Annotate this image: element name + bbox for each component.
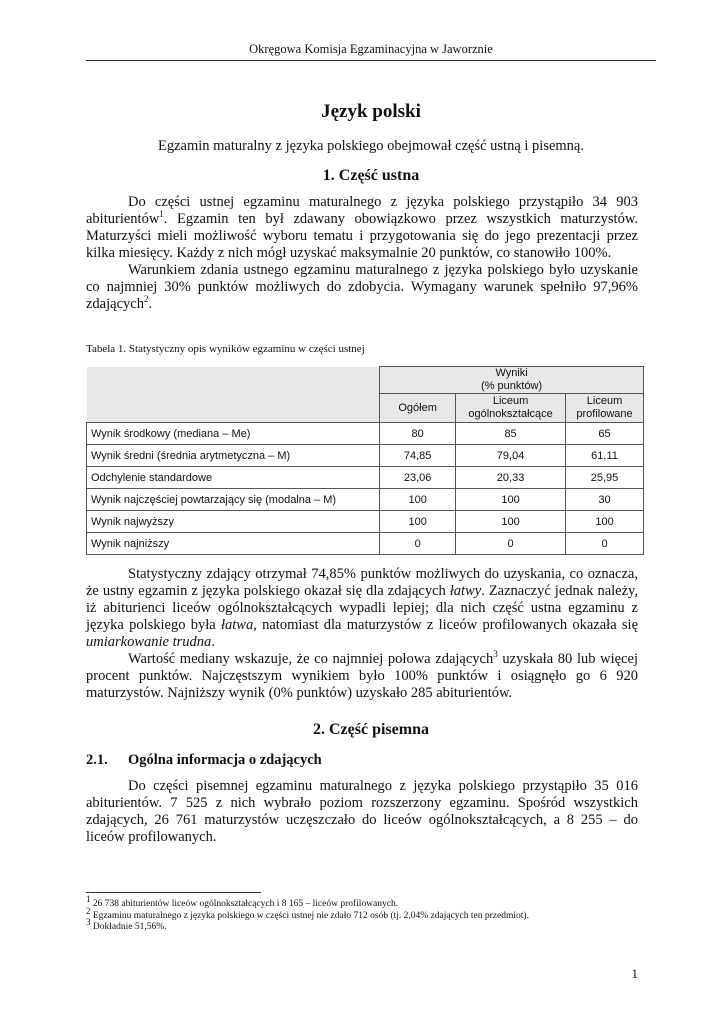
group-header-line-2: (% punktów): [481, 380, 543, 392]
paragraph-3-text-a: Statystyczny zdający otrzymał 74,85% punktów możliwych do uzyskania, co oznacza, że ustny egzamin z języka polskiego okazał się dla zdających: [86, 566, 638, 599]
footnote-number: 3: [86, 917, 91, 928]
table-caption: Tabela 1. Statystyczny opis wyników egzaminu w części ustnej: [86, 343, 365, 355]
intro-text: Egzamin maturalny z języka polskiego obejmował część ustną i pisemną.: [157, 138, 584, 154]
footnote: [86, 894, 529, 911]
cell-lp: 61,11: [566, 445, 644, 467]
results-table: [86, 366, 644, 555]
col-header-lp: Liceum profilowane: [566, 394, 644, 423]
row-label: Odchylenie standardowe: [87, 467, 380, 489]
cell-lp: 65: [566, 423, 644, 445]
paragraph-1-text-a: Do części ustnej egzaminu maturalnego z języka polskiego przystąpiło 34 903 abiturientów: [86, 194, 638, 227]
paragraph-1: [86, 194, 638, 262]
col-header-lo: Liceum ogólnokształcące: [456, 394, 566, 423]
row-label: Wynik środkowy (mediana – Me): [87, 423, 380, 445]
header-rule: [86, 60, 656, 61]
paragraph-2: [86, 262, 638, 313]
footnotes: [86, 894, 529, 934]
row-label: Wynik najniższy: [87, 533, 380, 555]
cell-lo: 20,33: [456, 467, 566, 489]
group-header-line-1: Wyniki: [495, 367, 528, 379]
table-row: [87, 467, 644, 489]
paragraph-4: [86, 651, 638, 702]
table-row: [87, 533, 644, 555]
footnote-ref-2: 2: [143, 294, 149, 305]
cell-lp: 100: [566, 511, 644, 533]
footnote-text: Dokładnie 51,56%.: [90, 922, 167, 933]
section-2-body: [86, 778, 638, 846]
footnote: [86, 917, 529, 934]
table-row: [87, 489, 644, 511]
cell-lo: 79,04: [456, 445, 566, 467]
cell-lo: 100: [456, 489, 566, 511]
table-row: [87, 511, 644, 533]
cell-total: 100: [380, 489, 456, 511]
paragraph-3-text-b: . Zaznaczyć jednak należy, iż abiturienci liceów ogólnokształcących wypadli lepiej; dla nich część ustna egzaminu z języka polskiego była: [86, 583, 638, 633]
table-corner-blank: [87, 367, 380, 423]
footnote-number: 1: [86, 894, 91, 904]
footnote-rule: [86, 892, 261, 893]
subsection-title: Ogólna informacja o zdających: [128, 752, 322, 768]
cell-lo: 0: [456, 533, 566, 555]
footnote-ref-3: 3: [493, 649, 498, 660]
paragraph-4-text-b: uzyskała 80 lub więcej procent punktów. Najczęstszym wynikiem było 100% punktów i osiągnęło go 6 920 maturzystów. Najniższy wynik (0% punktów) uzyskało 285 abiturientów.: [86, 651, 639, 701]
row-label: Wynik średni (średnia arytmetyczna – M): [87, 445, 380, 467]
table-row: [87, 423, 644, 445]
cell-lo: 85: [456, 423, 566, 445]
section-1-body: [86, 194, 638, 313]
cell-total: 23,06: [380, 467, 456, 489]
paragraph-3-text-d: .: [211, 634, 215, 650]
subsection-number: 2.1.: [86, 752, 108, 768]
paragraph-2-text-b: .: [148, 296, 153, 312]
page-title: Język polski: [321, 101, 421, 122]
running-header: Okręgowa Komisja Egzaminacyjna w Jaworznie: [249, 42, 493, 56]
cell-total: 80: [380, 423, 456, 445]
results-commentary: [86, 566, 638, 702]
paragraph-2-text-a: Warunkiem zdania ustnego egzaminu maturalnego z języka polskiego było uzyskanie co najmniej 30% punktów możliwych do zdobycia. Wymagany warunek spełniło 97,96% zdających: [86, 262, 638, 312]
cell-lp: 25,95: [566, 467, 644, 489]
section-2-heading: 2. Część pisemna: [313, 721, 429, 738]
cell-lo: 100: [456, 511, 566, 533]
table-row: [87, 445, 644, 467]
cell-total: 74,85: [380, 445, 456, 467]
cell-lp: 30: [566, 489, 644, 511]
cell-total: 100: [380, 511, 456, 533]
cell-lp: 0: [566, 533, 644, 555]
col-header-total: Ogółem: [380, 394, 456, 423]
footnote: [86, 905, 529, 923]
subsection-heading: [86, 752, 322, 769]
paragraph-3: [86, 566, 638, 651]
paragraph-3-italic-1: łatwy: [449, 583, 482, 599]
paragraph-3-text-c: , natomiast dla maturzystów z liceów profilowanych okazała się: [253, 617, 639, 633]
paragraph-3-italic-3: umiarkowanie trudna: [86, 634, 212, 650]
row-label: Wynik najwyższy: [87, 511, 380, 533]
row-label: Wynik najczęściej powtarzający się (modalna – M): [87, 489, 380, 511]
page-number: 1: [631, 966, 638, 981]
paragraph-5: Do części pisemnej egzaminu maturalnego z języka polskiego przystąpiło 35 016 abiturientów. 7 525 z nich wybrało poziom rozszerzony egzaminu. Spośród wszystkich zdających, 26 761 maturzystów uczęszczało do liceów ogólnokształcących, a 8 255 – do liceów profilowanych.: [86, 778, 638, 845]
paragraph-3-italic-2: łatwa: [221, 617, 254, 633]
footnote-text: 26 738 abiturientów liceów ogólnokształcących i 8 165 – liceów profilowanych.: [90, 899, 399, 910]
paragraph-4-text-a: Wartość mediany wskazuje, że co najmniej połowa zdających: [128, 651, 494, 667]
footnote-number: 2: [86, 905, 91, 916]
cell-total: 0: [380, 533, 456, 555]
section-1-heading: 1. Część ustna: [322, 167, 420, 184]
footnote-text: Egzaminu maturalnego z języka polskiego w części ustnej nie zdało 712 osób (tj. 2,04% zdających ten przedmiot).: [90, 910, 529, 921]
table-group-header: [380, 367, 644, 394]
paragraph-1-text-b: . Egzamin ten był zdawany obowiązkowo przez wszystkich maturzystów. Maturzyści mieli możliwość wyboru tematu i przygotowania się do jego prezentacji przez kilka miesięcy. Każdy z nich mógł uzyskać maksymalnie 20 punktów, co stanowiło 100%.: [86, 211, 638, 261]
footnote-ref-1: 1: [159, 209, 164, 220]
